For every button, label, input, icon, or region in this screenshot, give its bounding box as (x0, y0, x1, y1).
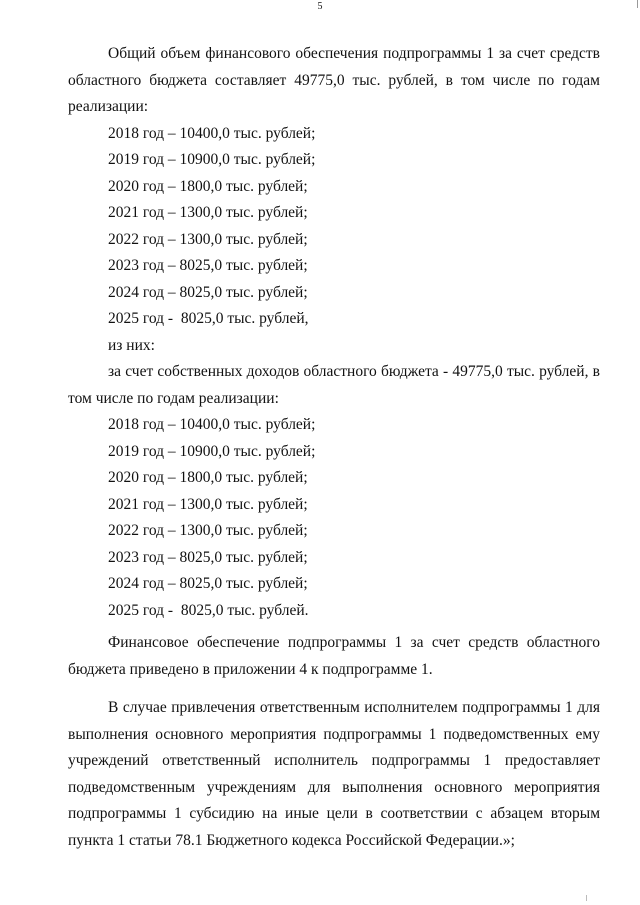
list-item: 2020 год – 1800,0 тыс. рублей; (108, 177, 308, 195)
appendix-paragraph: Финансовое обеспечение подпрограммы 1 за счет средств областного бюджета приведено в приложении 4 к подпрограмме 1. (68, 634, 600, 678)
list-item: 2025 год - 8025,0 тыс. рублей. (108, 601, 309, 619)
scan-edge-mark-bottom (586, 895, 587, 901)
list-item: 2019 год – 10900,0 тыс. рублей; (108, 151, 316, 168)
list-item: 2023 год – 8025,0 тыс. рублей; (108, 548, 308, 566)
list-item: 2022 год – 1300,0 тыс. рублей; (108, 230, 308, 248)
list-item: 2018 год – 10400,0 тыс. рублей; (108, 416, 316, 433)
list-item: 2023 год – 8025,0 тыс. рублей; (108, 257, 308, 274)
list-item: 2025 год - 8025,0 тыс. рублей, (108, 310, 309, 327)
intro-paragraph: Общий объем финансового обеспечения подпрограммы 1 за счет средств областного бюджета составляет 49775,0 тыс. рублей, в том числе по годам реализации: (68, 45, 600, 115)
own-income-paragraph: за счет собственных доходов областного бюджета - 49775,0 тыс. рублей, в том числе по годам реализации: (68, 363, 600, 407)
list-item: 2021 год – 1300,0 тыс. рублей; (108, 204, 308, 221)
list-item: 2020 год – 1800,0 тыс. рублей; (108, 469, 308, 486)
own-income-by-year-list (68, 412, 600, 624)
list-item: 2022 год – 1300,0 тыс. рублей; (108, 522, 308, 539)
list-item: 2024 год – 8025,0 тыс. рублей; (108, 575, 308, 592)
funding-by-year-list (68, 121, 600, 333)
list-item: 2018 год – 10400,0 тыс. рублей; (108, 124, 316, 142)
list-item: 2021 год – 1300,0 тыс. рублей; (108, 495, 308, 513)
subsidy-paragraph: В случае привлечения ответственным исполнителем подпрограммы 1 для выполнения основного мероприятия подпрограммы 1 подведомственных ему учреждений ответственный исполнитель подпрограммы 1 предоставляет подведомственным учреждениям для выполнения основного мероприятия подпрограммы 1 субсидию на иные цели в соответствии с абзацем вторым пункта 1 статьи 78.1 Бюджетного кодекса Российской Федерации.»; (68, 699, 600, 849)
document-body (68, 41, 600, 854)
page-number: 5 (317, 1, 323, 12)
scan-edge-mark (637, 0, 638, 8)
list-item: 2024 год – 8025,0 тыс. рублей; (108, 283, 308, 301)
of-them-label: из них: (108, 336, 155, 354)
list-item: 2019 год – 10900,0 тыс. рублей; (108, 442, 316, 460)
